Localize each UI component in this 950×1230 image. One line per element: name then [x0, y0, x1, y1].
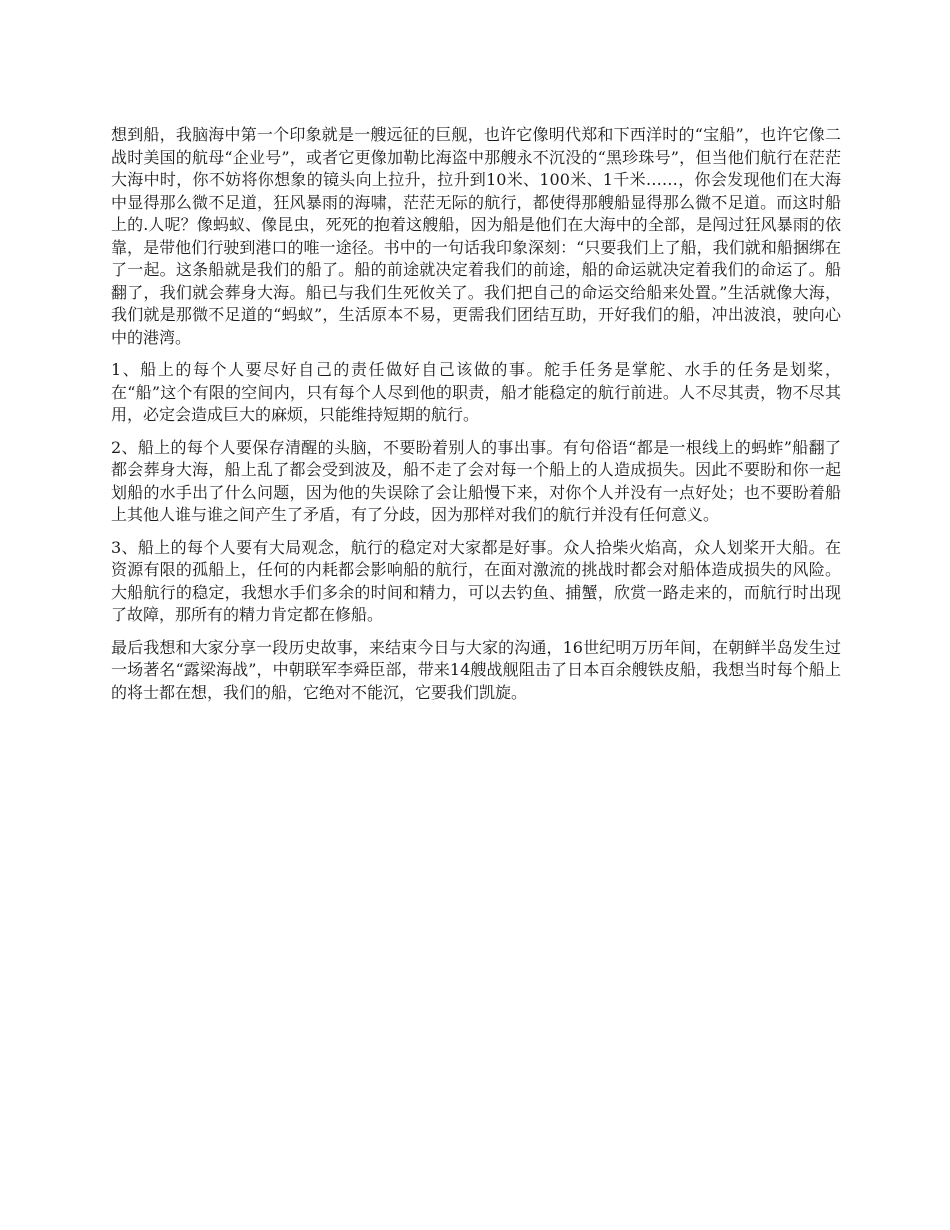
- point-two-paragraph: 2、船上的每个人要保存清醒的头脑，不要盼着别人的事出事。有句俗语“都是一根线上的蚂蚱”船翻了都会葬身大海，船上乱了都会受到波及，船不走了会对每一个船上的人造成损失。因此不要盼和你一起划船的水手出了什么问题，因为他的失误除了会让船慢下来，对你个人并没有一点好处；也不要盼着船上其他人谁与谁之间产生了矛盾，有了分歧，因为那样对我们的航行并没有任何意义。: [111, 437, 841, 524]
- point-one-paragraph: 1、船上的每个人要尽好自己的责任做好自己该做的事。舵手任务是掌舵、水手的任务是划桨，在“船”这个有限的空间内，只有每个人尽到他的职责，船才能稳定的航行前进。人不尽其责，物不尽其用，必定会造成巨大的麻烦，只能维持短期的航行。: [111, 360, 841, 424]
- document-page: [111, 124, 841, 714]
- closing-paragraph: 最后我想和大家分享一段历史故事，来结束今日与大家的沟通，16世纪明万历年间，在朝鲜半岛发生过一场著名“露梁海战”，中朝联军李舜臣部，带来14艘战舰阻击了日本百余艘铁皮船，我想当时每个船上的将士都在想，我们的船，它绝对不能沉，它要我们凯旋。: [111, 637, 841, 702]
- point-three-paragraph: 3、船上的每个人要有大局观念，航行的稳定对大家都是好事。众人拾柴火焰高，众人划桨开大船。在资源有限的孤船上，任何的内耗都会影响船的航行，在面对激流的挑战时都会对船体造成损失的风险。大船航行的稳定，我想水手们多余的时间和精力，可以去钓鱼、捕蟹，欣赏一路走来的，而航行时出现了故障，那所有的精力肯定都在修船。: [111, 537, 841, 624]
- intro-paragraph: 想到船，我脑海中第一个印象就是一艘远征的巨舰，也许它像明代郑和下西洋时的“宝船”，也许它像二战时美国的航母“企业号”，或者它更像加勒比海盗中那艘永不沉没的“黑珍珠号”，但当他们航行在茫茫大海中时，你不妨将你想象的镜头向上拉升，拉升到10米、100米、1千米……，你会发现他们在大海中显得那么微不足道，狂风暴雨的海啸，茫茫无际的航行，都使得那艘船显得那么微不足道。而这时船上的.人呢？像蚂蚁、像昆虫，死死的抱着这艘船，因为船是他们在大海中的全部，是闯过狂风暴雨的依靠，是带他们行驶到港口的唯一途径。书中的一句话我印象深刻：“只要我们上了船，我们就和船捆绑在了一起。这条船就是我们的船了。船的前途就决定着我们的前途，船的命运就决定着我们的命运了。船翻了，我们就会葬身大海。船已与我们生死攸关了。我们把自己的命运交给船来处置。”生活就像大海，我们就是那微不足道的“蚂蚁”，生活原本不易，更需我们团结互助，开好我们的船，冲出波浪，驶向心中的港湾。: [111, 125, 841, 347]
